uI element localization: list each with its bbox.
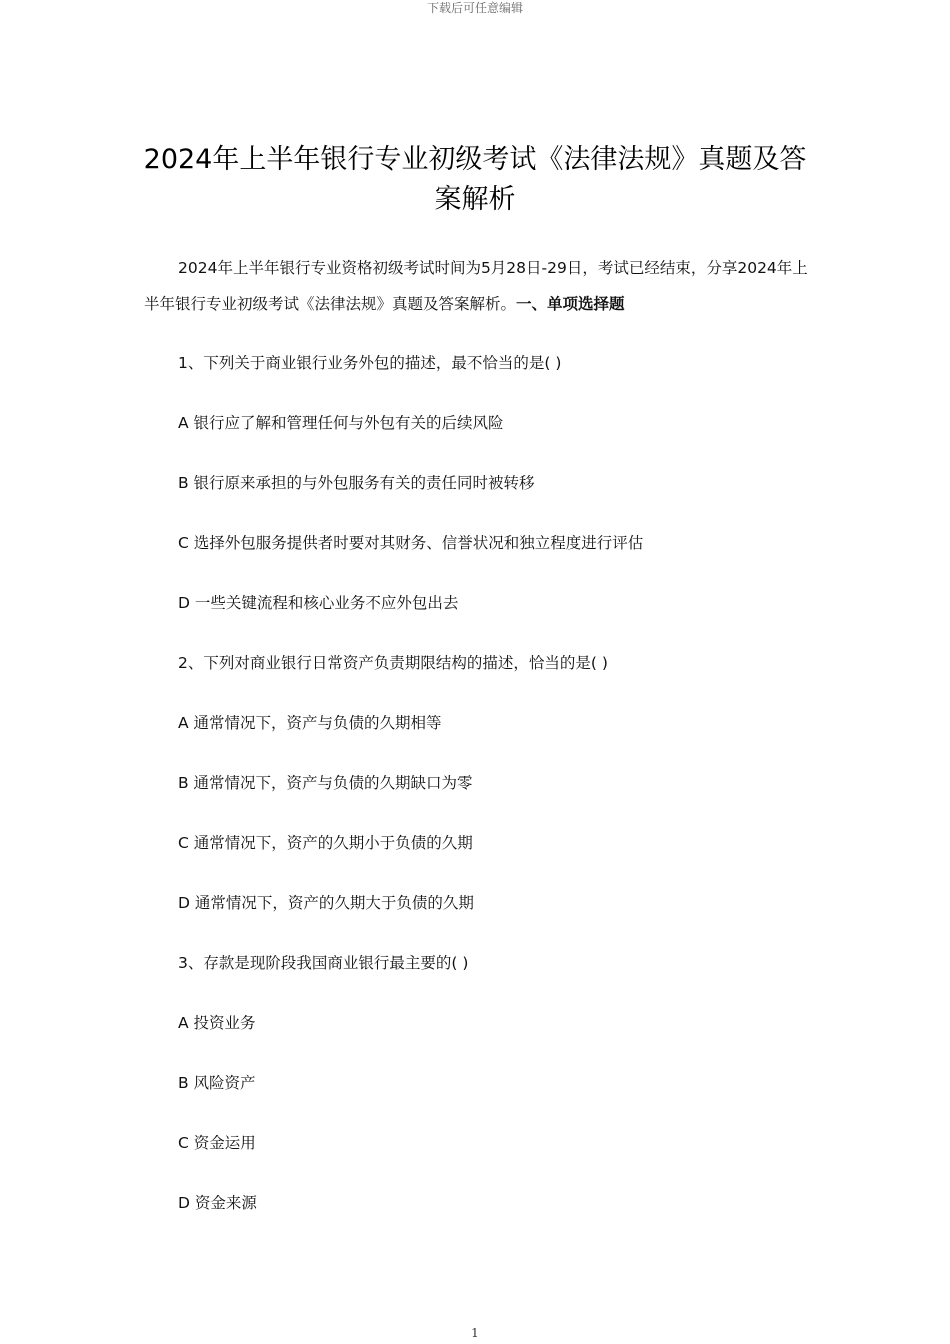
question-list (178, 345, 818, 1245)
question-2-option-b: B 通常情况下，资产与负债的久期缺口为零 (178, 774, 473, 792)
question-3-option-d: D 资金来源 (178, 1194, 257, 1212)
intro-paragraph (144, 250, 814, 322)
page-number: 1 (471, 1326, 479, 1340)
question-2-option-c: C 通常情况下，资产的久期小于负债的久期 (178, 834, 473, 852)
header-note: 下载后可任意编辑 (426, 1, 523, 15)
question-3-option-a: A 投资业务 (178, 1014, 256, 1032)
question-3: 3、存款是现阶段我国商业银行最主要的( ) (178, 954, 469, 972)
question-2: 2、下列对商业银行日常资产负责期限结构的描述，恰当的是( ) (178, 654, 608, 672)
question-1-option-b: B 银行原来承担的与外包服务有关的责任同时被转移 (178, 474, 535, 492)
document-title: 2024年上半年银行专业初级考试《法律法规》真题及答案解析 (143, 144, 807, 215)
section-heading: 一、单项选择题 (516, 295, 625, 313)
question-1-option-d: D 一些关键流程和核心业务不应外包出去 (178, 594, 459, 612)
question-2-option-a: A 通常情况下，资产与负债的久期相等 (178, 714, 442, 732)
question-1-option-c: C 选择外包服务提供者时要对其财务、信誉状况和独立程度进行评估 (178, 534, 644, 552)
question-3-option-b: B 风险资产 (178, 1074, 256, 1092)
question-2-option-d: D 通常情况下，资产的久期大于负债的久期 (178, 894, 474, 912)
question-3-option-c: C 资金运用 (178, 1134, 256, 1152)
question-1: 1、下列关于商业银行业务外包的描述，最不恰当的是( ) (178, 354, 562, 372)
intro-text: 2024年上半年银行专业资格初级考试时间为5月28日-29日，考试已经结束，分享2024年上半年银行专业初级考试《法律法规》真题及答案解析。 (144, 259, 808, 313)
question-1-option-a: A 银行应了解和管理任何与外包有关的后续风险 (178, 414, 504, 432)
